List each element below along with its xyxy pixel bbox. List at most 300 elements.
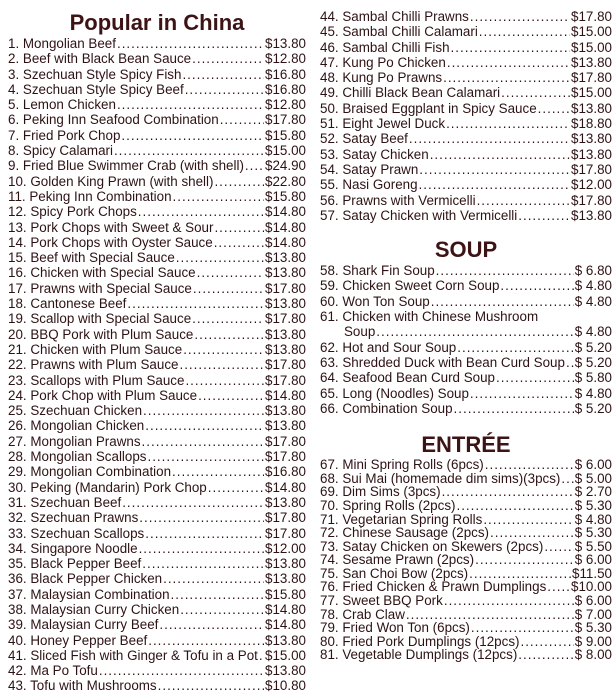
menu-item [320,147,612,162]
item-number: 57. [320,207,339,223]
item-name [320,355,565,370]
item-label: Shark Fin Soup [342,263,435,279]
item-price: $13.80 [265,36,306,51]
item-label: Eight Jewel Duck [342,116,446,132]
leader-dots [172,464,264,479]
item-number: 74. [320,552,339,568]
item-label: Pork Chops with Sweet & Sour [30,219,214,235]
menu-item [320,85,612,100]
menu-item [8,434,306,449]
item-number: 41. [8,647,27,663]
leader-dots [99,663,264,678]
leader-dots [457,340,574,355]
menu-item [8,480,306,495]
item-name [8,112,219,127]
section-title-entree: ENTRÉE [421,432,511,458]
item-name [8,311,191,326]
item-label: Peking Inn Combination [29,188,172,204]
item-name [8,296,126,311]
menu-item [8,403,306,418]
item-name [8,633,147,648]
item-number: 34. [8,540,27,556]
item-number: 12. [8,204,27,220]
item-name [320,116,445,131]
item-number: 29. [8,464,27,480]
menu-item [320,526,612,540]
item-number: 4. [8,81,20,97]
item-number: 52. [320,131,339,147]
item-name [8,51,191,66]
item-number: 66. [320,400,339,416]
item-name [8,434,141,449]
item-number: 38. [8,601,27,617]
item-number: 58. [320,263,339,279]
item-price: $ 5.20 [574,339,612,355]
item-price: $11.50 [572,565,612,581]
leader-dots [198,388,264,403]
item-label: Sweet BBQ Pork [342,593,443,609]
item-label: Satay Prawn [342,161,419,177]
menu-item [8,281,306,296]
item-number: 79. [320,620,339,636]
item-price: $13.80 [265,418,306,434]
leader-dots [547,580,570,594]
leader-dots [520,635,573,649]
leader-dots [122,495,264,510]
item-number: 2. [8,51,20,67]
item-name [320,553,474,567]
leader-dots [121,128,264,143]
item-name [320,458,484,472]
item-number: 71. [320,511,339,527]
item-number: 33. [8,525,27,541]
menu-item [320,499,612,513]
item-label: Scallop with Special Sauce [30,311,192,327]
item-name [320,131,408,146]
item-name [8,235,213,250]
item-price: $13.80 [265,265,306,281]
item-label: Chicken with Chinese Mushroom [342,309,539,325]
item-label: Szechuan Prawns [30,510,139,526]
item-price: $13.80 [265,663,306,679]
item-price: $17.80 [265,357,306,373]
item-name [320,485,441,499]
menu-item [8,327,306,342]
item-number: 5. [8,97,20,113]
item-label: Fried Pork Chop [22,127,121,143]
item-name [8,36,116,51]
right-column [320,9,612,662]
menu-item [8,617,306,632]
leader-dots [139,541,264,556]
item-number: 51. [320,116,339,132]
item-label: Beef with Special Sauce [30,250,175,266]
leader-dots [454,401,574,416]
item-label: Mongolian Scallops [30,449,147,465]
item-price: $24.90 [265,158,306,174]
menu-item [320,540,612,554]
item-price: $17.80 [571,161,612,177]
item-name [8,510,138,525]
leader-dots [220,112,264,127]
leader-dots [447,55,570,70]
item-label: Honey Pepper Beef [30,632,148,648]
popular-list-part-1 [8,36,306,694]
menu-item [8,526,306,541]
item-label: Pork Chop with Plum Sauce [30,387,198,403]
item-name [320,370,495,385]
menu-item [320,193,612,208]
leader-dots [500,278,573,293]
soup-list [320,263,612,416]
item-label: Shredded Duck with Bean Curd Soup [342,354,565,370]
item-price: $10.80 [265,678,306,694]
leader-dots [483,513,573,527]
item-label: Malaysian Combination [30,586,170,602]
menu-item [320,370,612,385]
menu-item [320,162,612,177]
item-name [8,571,162,586]
item-name [8,418,144,433]
item-name [8,617,158,632]
item-label: Sesame Prawn (2pcs) [342,552,475,568]
popular-list-part-2 [320,9,612,223]
leader-dots [518,648,573,662]
leader-dots [430,147,570,162]
item-number: 80. [320,633,339,649]
item-price: $15.00 [571,85,612,101]
menu-item [320,294,612,309]
item-name [8,265,196,280]
item-number: 76. [320,579,339,595]
item-label: Peking (Mandarin) Pork Chop [30,479,207,495]
item-price: $ 5.20 [574,400,612,416]
item-price: $ 6.00 [574,593,612,609]
item-name [8,143,113,158]
menu-item [320,177,612,192]
menu-item [320,386,612,401]
leader-dots [192,311,264,326]
leader-dots [214,174,264,189]
item-number: 50. [320,100,339,116]
section-title-soup: SOUP [434,237,498,263]
menu-item [8,174,306,189]
menu-item-continued [320,324,612,339]
menu-item [320,40,612,55]
menu-item [8,648,306,663]
leader-dots [470,386,574,401]
item-name [8,587,170,602]
menu-item [320,55,612,70]
item-name [320,208,517,223]
menu-item [320,553,612,567]
item-number: 7. [8,127,20,143]
item-label: Beef with Black Bean Sauce [22,51,192,67]
item-name [320,580,546,594]
item-price: $ 6.80 [574,263,612,279]
menu-item [8,36,306,51]
menu-item [320,263,612,278]
item-number: 70. [320,497,339,513]
item-number: 72. [320,525,339,541]
menu-item [8,663,306,678]
menu-item [8,265,306,280]
leader-dots [193,281,264,296]
item-price: $17.80 [265,311,306,327]
menu-item [8,510,306,525]
item-price: $10.00 [571,579,612,595]
item-name [8,174,213,189]
item-label: Fried Blue Swimmer Crab (with shell) [22,158,244,174]
item-number: 14. [8,234,27,250]
item-label: Malaysian Curry Beef [30,617,159,633]
item-price: $17.80 [265,112,306,128]
menu-item [8,311,306,326]
leader-dots [180,602,264,617]
item-number: 77. [320,593,339,609]
item-label: Sui Mai (homemade dim sims)(3pcs) [342,470,561,486]
item-number: 69. [320,484,339,500]
item-label: Won Ton Soup [342,293,430,309]
item-label: Hot and Sour Soup [342,339,457,355]
menu-item [8,235,306,250]
item-label: Chicken with Plum Sauce [30,341,183,357]
item-label: Kung Po Prawns [342,70,443,86]
leader-dots [561,472,573,486]
leader-dots [477,193,570,208]
leader-dots [485,458,574,472]
menu-item [320,472,612,486]
leader-dots [470,9,570,24]
menu-item [320,24,612,39]
item-name [320,340,456,355]
item-number: 64. [320,370,339,386]
leader-dots [471,621,574,635]
leader-dots [443,70,570,85]
item-label: Fried Chicken & Prawn Dumplings [342,579,547,595]
item-name [8,602,179,617]
leader-dots [566,355,574,370]
menu-item [320,608,612,622]
item-name [320,499,455,513]
item-label: Szechuan Scallops [30,525,145,541]
item-price: $ 4.80 [574,385,612,401]
leader-dots [436,263,574,278]
item-label: Mongolian Combination [30,464,172,480]
item-name [320,526,489,540]
item-price: $17.80 [571,70,612,86]
item-price: $15.80 [265,586,306,602]
leader-dots [431,294,574,309]
item-number: 16. [8,265,27,281]
item-number: 61. [320,309,339,325]
menu-item [8,571,306,586]
item-name [8,82,184,97]
menu-item [320,278,612,293]
item-price: $17.80 [265,372,306,388]
item-name [320,278,499,293]
item-name [8,678,157,693]
item-name [8,158,244,173]
item-label: Peking Inn Seafood Combination [22,112,219,128]
item-number: 62. [320,339,339,355]
item-name [320,162,418,177]
item-label: Spring Rolls (2pcs) [342,497,456,513]
leader-dots [163,571,264,586]
leader-dots [183,342,264,357]
item-price: $17.80 [265,510,306,526]
item-number: 46. [320,39,339,55]
leader-dots [518,208,570,223]
item-price: $14.80 [265,219,306,235]
menu-item [320,9,612,24]
item-name [320,540,543,554]
item-number: 15. [8,250,27,266]
item-price: $17.80 [571,192,612,208]
leader-dots [419,162,570,177]
item-price: $13.80 [265,250,306,266]
item-name [8,373,184,388]
item-label: Chicken with Special Sauce [30,265,196,281]
menu-item [8,388,306,403]
item-label: Vegetable Dumplings (12pcs) [342,647,518,663]
item-label: Szechuan Style Spicy Fish [22,66,182,82]
item-price: $13.80 [265,556,306,572]
item-label: Mini Spring Rolls (6pcs) [342,457,484,473]
menu-item [320,355,612,370]
item-label: Combination Soup [342,400,453,416]
leader-dots [142,434,265,449]
leader-dots [456,499,573,513]
item-price: $14.80 [265,479,306,495]
leader-dots [173,189,264,204]
item-name [320,70,442,85]
item-price: $ 5.00 [574,470,612,486]
item-number: 3. [8,66,20,82]
item-price: $ 5.30 [574,620,612,636]
item-label: Seafood Bean Curd Soup [342,370,495,386]
item-name [320,24,478,39]
menu-item [8,357,306,372]
item-number: 25. [8,403,27,419]
item-price: $17.80 [265,433,306,449]
menu-item [8,449,306,464]
item-label: Braised Eggplant in Spicy Sauce [342,100,537,116]
item-number: 13. [8,219,27,235]
menu-item [320,116,612,131]
item-name [8,357,178,372]
leader-dots [496,370,574,385]
item-number: 44. [320,9,339,24]
item-price: $ 2.70 [574,484,612,500]
leader-dots [139,510,264,525]
menu-item [320,567,612,581]
item-name [320,9,469,24]
item-price: $14.80 [265,387,306,403]
leader-dots [117,36,264,51]
item-label: Szechuan Chicken [30,403,143,419]
leader-dots [138,204,264,219]
leader-dots [179,357,264,372]
leader-dots [208,480,264,495]
item-label: Szechuan Style Spicy Beef [22,81,184,97]
item-name [320,472,560,486]
item-price: $12.80 [265,97,306,113]
menu-item [8,541,306,556]
leader-dots [197,265,264,280]
leader-dots [406,608,574,622]
item-label: Cantonese Beef [30,296,127,312]
item-price: $12.80 [265,51,306,67]
item-price: $13.80 [265,326,306,342]
item-label: Szechuan Beef [30,494,122,510]
item-price: $14.80 [265,601,306,617]
item-price: $16.80 [265,81,306,97]
item-name [8,403,142,418]
item-name [320,40,450,55]
item-price: $ 4.80 [574,511,612,527]
menu-item [320,621,612,635]
item-label: Prawns with Special Sauce [30,280,192,296]
leader-dots [159,617,264,632]
item-price: $15.00 [571,39,612,55]
menu-item [8,112,306,127]
item-label: Golden King Prawn (with shell) [30,173,214,189]
menu-item [8,67,306,82]
menu-item [8,82,306,97]
item-label: Long (Noodles) Soup [342,385,469,401]
leader-dots [145,526,264,541]
menu-item [320,340,612,355]
leader-dots [145,418,264,433]
item-price: $ 6.00 [574,457,612,473]
item-name [8,327,193,342]
item-price: $ 4.80 [574,293,612,309]
item-label: Chicken Sweet Corn Soup [342,278,500,294]
item-name [320,608,405,622]
item-price: $17.80 [265,525,306,541]
item-name [8,449,146,464]
item-number: 59. [320,278,339,294]
item-name [8,541,138,556]
item-number: 56. [320,192,339,208]
leader-dots [451,40,571,55]
item-number: 45. [320,24,339,40]
item-label: Black Pepper Chicken [30,571,163,587]
item-name [8,526,144,541]
item-name [320,294,430,309]
menu-item [8,633,306,648]
item-price: $13.80 [571,207,612,223]
item-number: 42. [8,663,27,679]
item-number: 17. [8,280,27,296]
item-label: Fried Pork Dumplings (12pcs) [342,633,520,649]
item-name [320,193,476,208]
item-price: $13.80 [265,296,306,312]
item-number: 22. [8,357,27,373]
menu-item [8,220,306,235]
item-price: $13.80 [571,100,612,116]
item-number: 9. [8,158,20,174]
leader-dots [259,648,264,663]
item-label: Spicy Calamari [22,143,113,159]
item-number: 32. [8,510,27,526]
item-number: 48. [320,70,339,86]
item-price: $13.80 [571,146,612,162]
item-price: $15.00 [265,143,306,159]
leader-dots [143,403,264,418]
leader-dots [127,296,264,311]
